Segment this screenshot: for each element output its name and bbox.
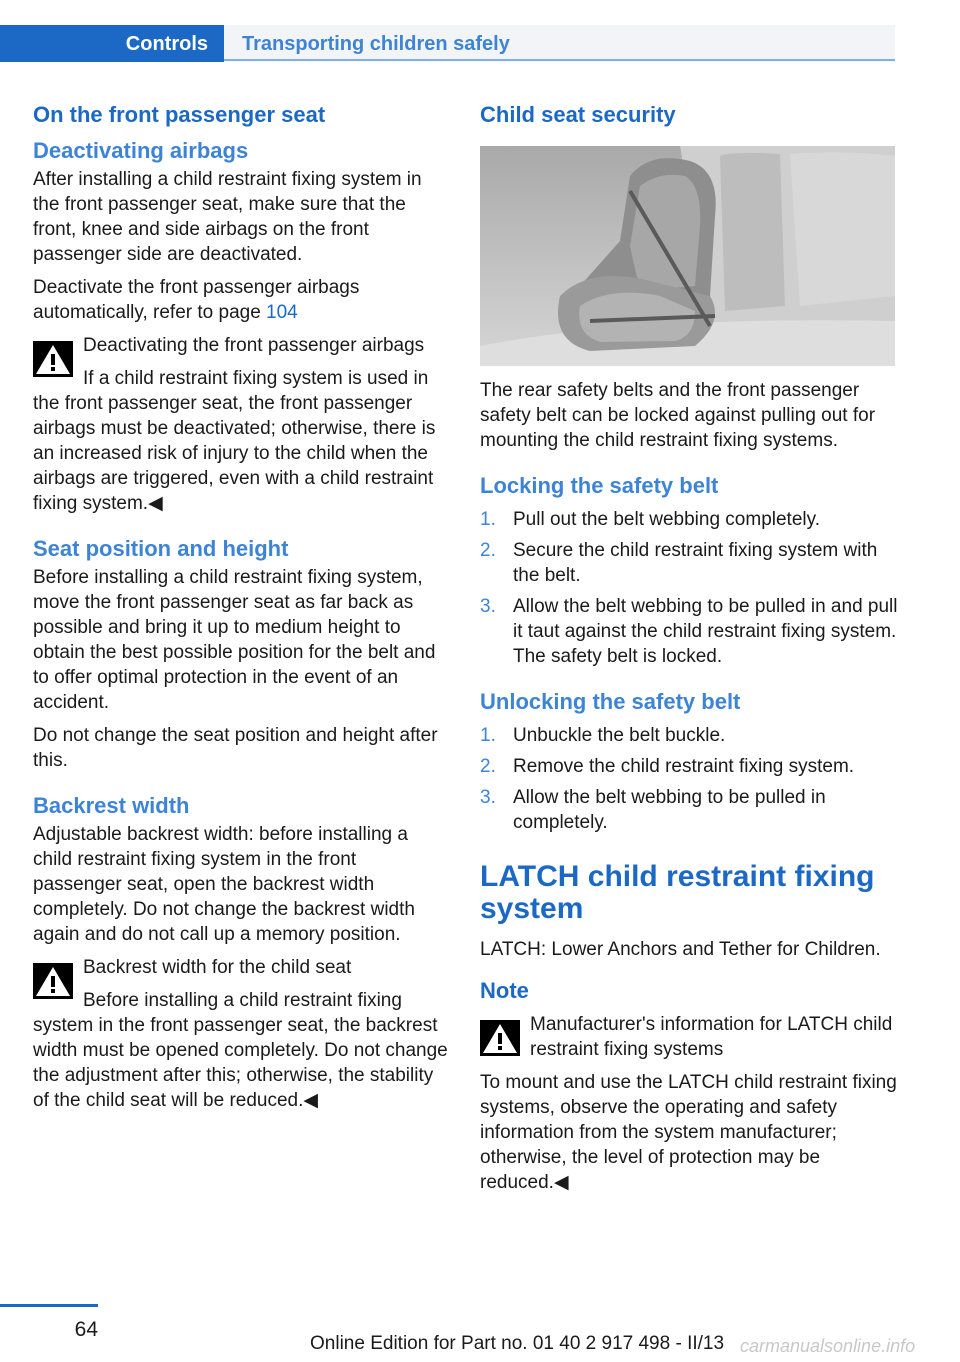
footer-edition: Online Edition for Part no. 01 40 2 917 498 - II/13 <box>310 1333 725 1354</box>
warning-text: To mount and use the LATCH child restraint fixing systems, observe the operating and safety information from the system manufacturer; otherwise, the level of protection may be reduced.◀ <box>480 1072 897 1193</box>
warning-title: Backrest width for the child seat <box>83 957 352 978</box>
header-underline <box>224 59 895 61</box>
paragraph-deactivate-auto <box>33 275 449 325</box>
heading-child-seat-security: Child seat security <box>480 102 676 127</box>
heading-locking-belt: Locking the safety belt <box>480 473 719 498</box>
page-link-104[interactable]: 104 <box>266 302 298 323</box>
warning-text <box>33 366 449 516</box>
child-seat-illustration <box>480 146 895 366</box>
watermark: carmanualsonline.info <box>740 1336 916 1356</box>
header-section-title[interactable]: Transporting children safely <box>224 25 895 62</box>
step-number: 2. <box>480 756 496 777</box>
warning-latch-manufacturer <box>480 1012 898 1195</box>
heading-front-passenger-seat: On the front passenger seat <box>33 102 326 127</box>
warning-title: Manufacturer's information for LATCH child restraint fixing systems <box>530 1014 893 1060</box>
step-text: Remove the child restraint fixing system. <box>513 756 855 777</box>
list-item <box>480 507 898 532</box>
page-header <box>0 0 895 62</box>
step-text: Allow the belt webbing to be pulled in completely. <box>513 787 826 833</box>
step-text: Pull out the belt webbing completely. <box>513 509 820 530</box>
paragraph-deactivate-auto-text: Deactivate the front passenger airbags automatically, refer to page <box>33 277 360 323</box>
warning-backrest-width <box>33 955 449 1113</box>
warning-triangle-icon <box>33 341 73 377</box>
list-item <box>480 754 898 779</box>
list-item <box>480 538 898 588</box>
child-seat-photo <box>480 146 895 366</box>
step-text: Secure the child restraint fixing system with the belt. <box>513 540 878 586</box>
list-item <box>480 723 898 748</box>
warning-text-rest: the front passenger seat, the front passenger airbags must be deactivated; otherwise, there is an increased risk of injury to the child when the airbags are triggered, even with a child restraint fixing system.◀ <box>33 393 436 514</box>
warning-text-first: Before installing a child restraint fixing <box>83 990 402 1011</box>
paragraph-deactivating-airbags: After installing a child restraint fixing system in the front passenger seat, make sure that the front, knee and side airbags on the front passenger side are deactivated. <box>33 169 422 265</box>
heading-unlocking-belt: Unlocking the safety belt <box>480 689 741 714</box>
heading-backrest-width: Backrest width <box>33 793 190 818</box>
step-number: 1. <box>480 509 496 530</box>
warning-text-rest: system in the front passenger seat, the backrest width must be opened completely. Do not change the adjustment after this; otherwise, the stability of the child seat will be reduced.◀ <box>33 1015 448 1111</box>
paragraph-seat-no-change: Do not change the seat position and height after this. <box>33 725 438 771</box>
right-column <box>480 100 898 1195</box>
page-number: 64 <box>74 1318 98 1341</box>
locking-steps <box>480 507 898 669</box>
paragraph-latch-definition: LATCH: Lower Anchors and Tether for Children. <box>480 939 881 960</box>
heading-note: Note <box>480 978 529 1003</box>
warning-text <box>33 988 449 1113</box>
warning-triangle-icon <box>480 1020 520 1056</box>
warning-front-airbags <box>33 333 449 516</box>
heading-seat-position: Seat position and height <box>33 536 289 561</box>
unlocking-steps <box>480 723 898 835</box>
footer-rule <box>0 1304 98 1307</box>
list-item <box>480 785 898 835</box>
heading-deactivating-airbags: Deactivating airbags <box>33 138 249 163</box>
step-number: 1. <box>480 725 496 746</box>
step-number: 3. <box>480 787 496 808</box>
list-item <box>480 594 898 669</box>
warning-triangle-icon <box>33 963 73 999</box>
left-column <box>33 100 449 1113</box>
step-number: 2. <box>480 540 496 561</box>
paragraph-backrest-width: Adjustable backrest width: before installing a child restraint fixing system in the front passenger seat, open the backrest width completely. Do not change the backrest width again and do not call up a memory position. <box>33 824 415 945</box>
warning-text-first: If a child restraint fixing system is used in <box>83 368 429 389</box>
step-text: Unbuckle the belt buckle. <box>513 725 726 746</box>
paragraph-belt-lock: The rear safety belts and the front passenger safety belt can be locked against pulling out for mounting the child restraint fixing systems. <box>480 380 876 451</box>
warning-title: Deactivating the front passenger airbags <box>83 335 425 356</box>
header-tab-controls[interactable]: Controls <box>0 25 224 62</box>
heading-latch-system: LATCH child restraint fixing system <box>480 860 875 925</box>
paragraph-seat-position: Before installing a child restraint fixing system, move the front passenger seat as far back as possible and bring it up to medium height to obtain the best possible position for the belt and to offer optimal protection in the event of an accident. <box>33 567 436 713</box>
step-number: 3. <box>480 596 496 617</box>
step-text: Allow the belt webbing to be pulled in and pull it taut against the child restraint fixing system. The safety belt is locked. <box>513 596 898 667</box>
